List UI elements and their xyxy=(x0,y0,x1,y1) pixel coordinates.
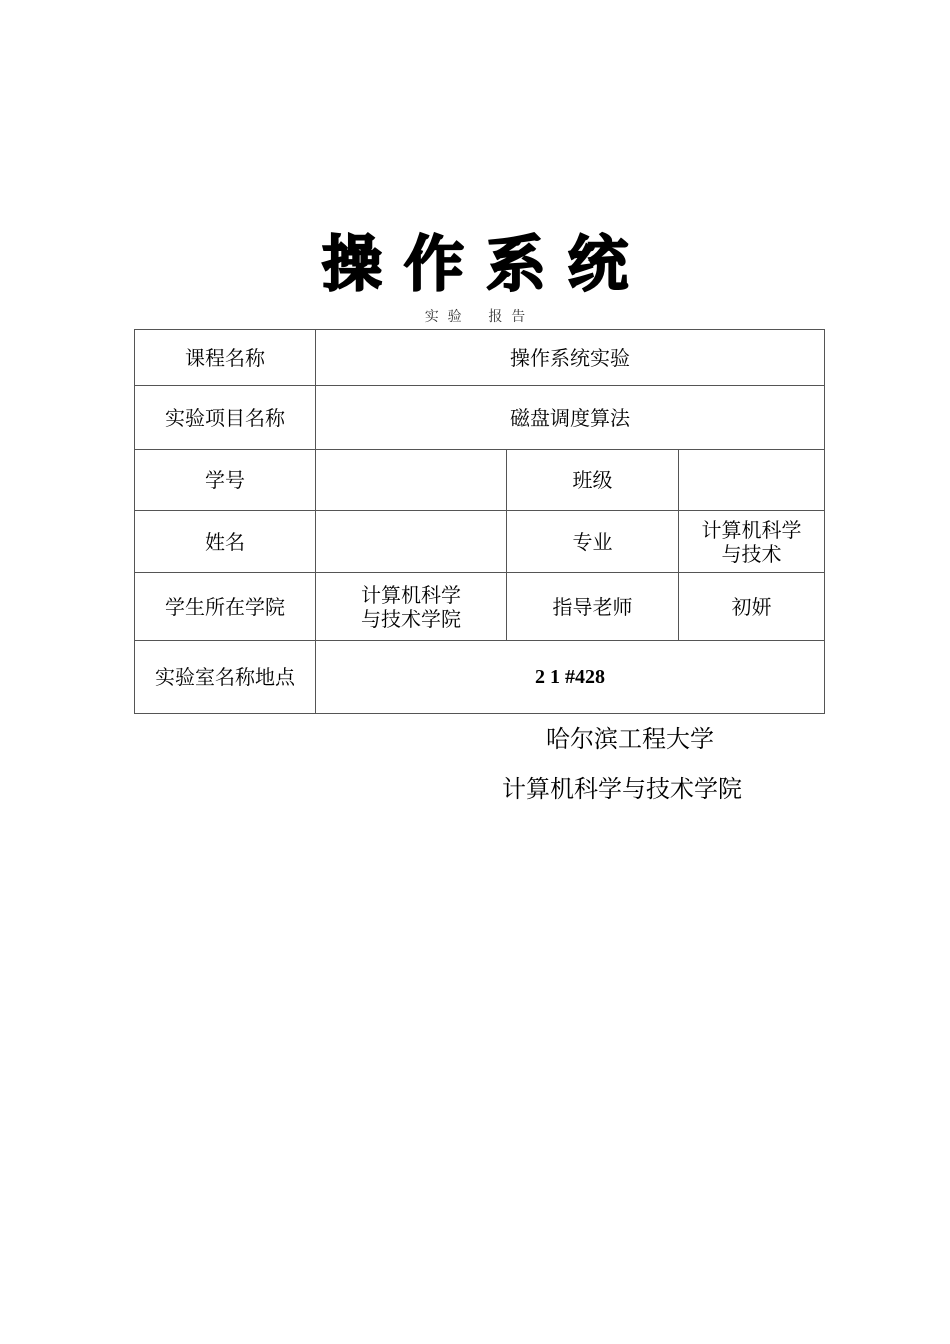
advisor-value: 初妍 xyxy=(679,573,825,641)
college-label: 学生所在学院 xyxy=(135,573,316,641)
name-value xyxy=(316,511,507,573)
table-row xyxy=(135,450,825,511)
lab-label: 实验室名称地点 xyxy=(135,641,316,714)
table-row xyxy=(135,641,825,714)
name-label: 姓名 xyxy=(135,511,316,573)
report-info-table xyxy=(134,329,825,714)
student-id-label: 学号 xyxy=(135,450,316,511)
advisor-label: 指导老师 xyxy=(507,573,679,641)
course-value: 操作系统实验 xyxy=(316,330,825,386)
project-label: 实验项目名称 xyxy=(135,386,316,450)
table-row xyxy=(135,330,825,386)
major-value xyxy=(679,511,825,573)
major-value-line2: 与技术 xyxy=(721,541,782,566)
college-value-line1: 计算机科学 xyxy=(361,582,461,607)
major-label: 专业 xyxy=(507,511,679,573)
project-value: 磁盘调度算法 xyxy=(316,386,825,450)
lab-value: 2 1 #428 xyxy=(316,641,825,714)
major-value-line1: 计算机科学 xyxy=(701,517,802,542)
class-value xyxy=(679,450,825,511)
student-id-value xyxy=(316,450,507,511)
university-name: 哈尔滨工程大学 xyxy=(546,725,714,753)
table-row xyxy=(135,511,825,573)
college-value xyxy=(316,573,507,641)
table-row xyxy=(135,386,825,450)
report-title: 操作系统 xyxy=(322,230,650,300)
college-value-line2: 与技术学院 xyxy=(361,606,461,631)
school-name: 计算机科学与技术学院 xyxy=(502,775,742,803)
course-label: 课程名称 xyxy=(135,330,316,386)
class-label: 班级 xyxy=(507,450,679,511)
table-row xyxy=(135,573,825,641)
report-subtitle: 实 验 报 告 xyxy=(424,309,526,325)
